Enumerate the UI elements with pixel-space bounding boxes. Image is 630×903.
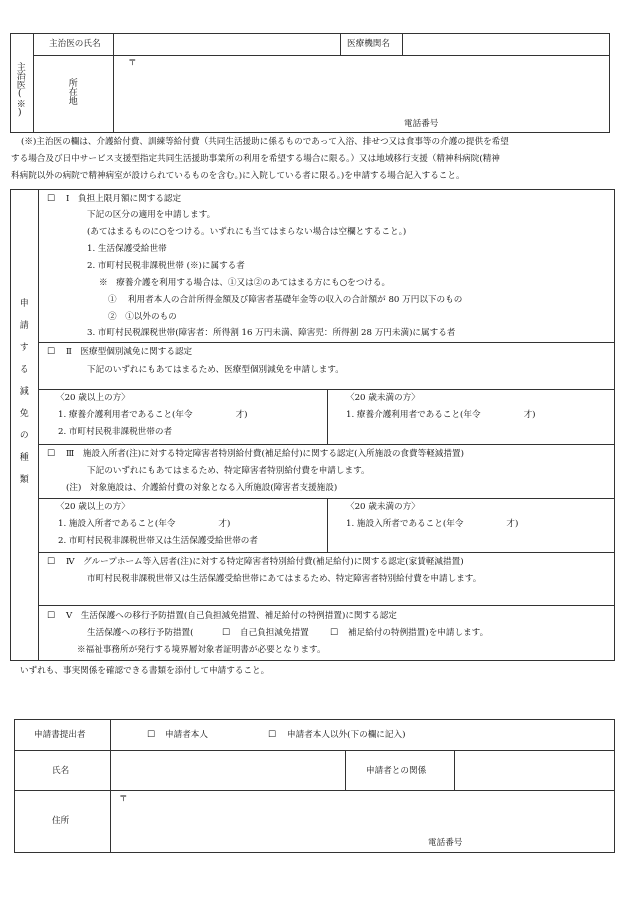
submitter-address-label: 住所 [52,816,70,826]
submitter-name-field[interactable] [111,751,344,789]
sec1-sub1: ① 利用者本人の合計所得金額及び障害者基礎年金等の収入の合計額が 80 万円以下のもの [108,295,463,305]
sec2-checkbox[interactable]: □ [47,346,56,356]
sec5-option1-label: 自己負担減免措置 [240,628,309,638]
sec5-line1-prefix: 生活保護への移行予防措置( [87,628,194,638]
submitter-self-label: 申請者本人 [165,730,208,740]
sec2-right-header: 〈20 歳未満の方〉 [346,393,420,403]
physician-name-field[interactable] [114,34,339,54]
sec2-left-header: 〈20 歳以上の方〉 [56,393,130,403]
sec2-left-item2: 2. 市町村民税非課税世帯の者 [58,427,173,437]
submitter-phone-label: 電話番号 [428,838,463,848]
reduction-table [10,189,615,661]
sec5-option1-checkbox[interactable]: □ [222,627,231,637]
sec2-title: Ⅱ 医療型個別減免に関する認定 [66,347,193,357]
postal-mark: 〒 [128,58,137,68]
sec1-line1: 下記の区分の適用を申請します。 [87,210,216,220]
sec3-note: (注) 対象施設は、介護給付費の対象となる入所施設(障害者支援施設) [66,483,338,493]
sec5-option2-label: 補足給付の特例措置)を申請します。 [348,628,489,638]
submitter-other-label: 申請者本人以外(下の欄に記入) [287,730,406,740]
sec1-checkbox[interactable]: □ [47,193,56,203]
sec3-left-item2: 2. 市町村民税非課税世帯又は生活保護受給世帯の者 [58,536,258,546]
sec1-item3: 3. 市町村民税課税世帯(障害者：所得割 16 万円未満、障害児：所得割 28 万円未満)に属する者 [87,328,456,338]
sec3-title: Ⅲ 施設入所者(注)に対する特定障害者特別給付費(補足給付)に関する認定(入所施設の食費等軽減措置) [66,449,464,459]
sec3-left-item1: 1. 施設入所者であること(年令 才) [58,519,231,529]
physician-note-line3: 科病院以外の病院で精神病室が設けられているものを含む。)に入院している者に限る。)を申請する場合記入すること。 [11,171,465,181]
physician-address-label: 所在地 [66,78,77,105]
sec5-note: ※福祉事務所が発行する境界層対象者証明書が必要となります。 [77,645,326,655]
sec4-line1: 市町村民税非課税世帯又は生活保護受給世帯にあてはまるため、特定障害者特別給付費を申請します。 [87,574,482,584]
submitter-label: 申請書提出者 [34,730,86,740]
sec4-title: Ⅳ グループホーム等入居者(注)に対する特定障害者特別給付費(補足給付)に関する認定(家賃軽減措置) [66,557,464,567]
physician-name-label: 主治医の氏名 [49,39,101,49]
sec2-line1: 下記のいずれにもあてはまるため、医療型個別減免を申請します。 [87,365,344,375]
sec3-right-header: 〈20 歳未満の方〉 [346,502,420,512]
physician-side-label: 主治医(※) [14,62,25,118]
sec3-line1: 下記のいずれにもあてはまるため、特定障害者特別給付費を申請します。 [87,466,370,476]
sec1-sub2: ② ①以外のもの [108,312,177,322]
sec2-right-item1: 1. 療養介護利用者であること(年令 才) [346,410,536,420]
relation-field[interactable] [455,751,614,789]
reduction-side-label: 申請する減免の種類 [17,298,28,496]
sec1-item1: 1. 生活保護受給世帯 [87,244,167,254]
submitter-other-checkbox[interactable]: □ [268,729,277,739]
submitter-name-label: 氏名 [52,766,70,776]
physician-note-line2: する場合及び日中サービス支援型指定共同生活援助事業所の利用を希望する場合に限る。）又は地域移行支援（精神科病院(精神 [11,154,500,164]
institution-field[interactable] [403,34,609,54]
sec5-title: Ⅴ 生活保護への移行予防措置(自己負担減免措置、補足給付の特例措置)に関する認定 [66,611,397,621]
sec1-note: ※ 療養介護を利用する場合は、①又は②のあてはまる方にも○をつける。 [99,278,391,288]
sec5-checkbox[interactable]: □ [47,610,56,620]
attach-note: いずれも、事実関係を確認できる書類を添付して申請すること。 [20,666,270,676]
relation-label: 申請者との関係 [366,766,427,776]
physician-note-line1: (※)主治医の欄は、介護給付費、訓練等給付費（共同生活援助に係るものであって入浴、排せつ又は食事等の介護の提供を希望 [21,137,509,147]
submitter-postal-mark: 〒 [119,794,128,804]
sec3-left-header: 〈20 歳以上の方〉 [56,502,130,512]
physician-address-field[interactable] [114,56,609,132]
sec3-right-item1: 1. 施設入所者であること(年令 才) [346,519,519,529]
physician-phone-label: 電話番号 [404,119,439,129]
sec1-title: Ⅰ 負担上限月額に関する認定 [66,194,182,204]
sec4-checkbox[interactable]: □ [47,556,56,566]
submitter-address-field[interactable] [111,791,614,852]
sec2-left-item1: 1. 療養介護利用者であること(年令 才) [58,410,248,420]
sec5-option2-checkbox[interactable]: □ [330,627,339,637]
institution-label: 医療機関名 [347,39,390,49]
sec1-line2: (あてはまるものに○をつける。いずれにも当てはまらない場合は空欄とすること。) [87,227,407,237]
sec3-checkbox[interactable]: □ [47,448,56,458]
sec1-item2: 2. 市町村民税非課税世帯 (※)に属する者 [87,261,245,271]
submitter-self-checkbox[interactable]: □ [147,729,156,739]
